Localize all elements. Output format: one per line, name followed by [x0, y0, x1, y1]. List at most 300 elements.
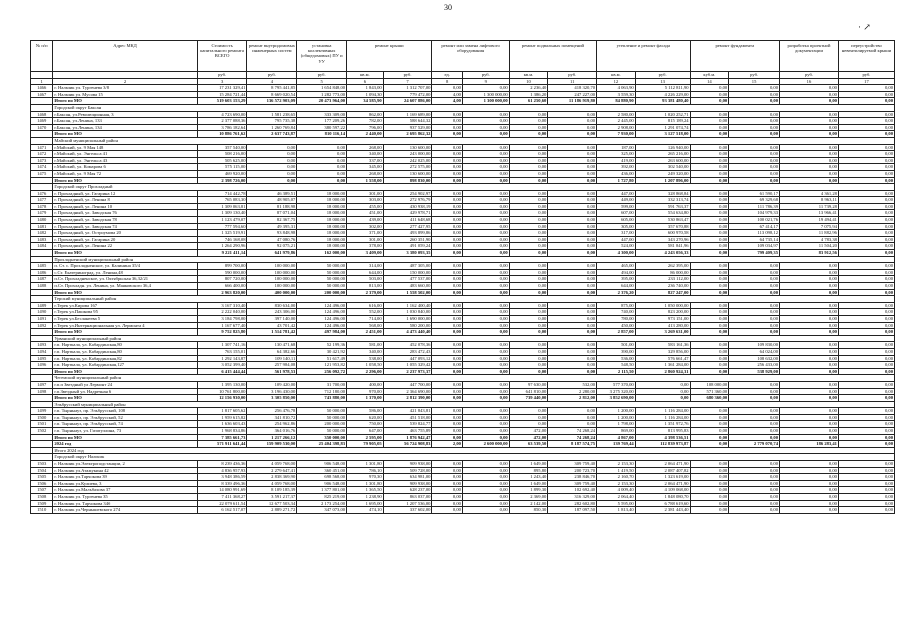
value-cell: 0,00	[432, 203, 462, 210]
value-cell: 0,00	[462, 276, 509, 283]
value-cell: 25 404 398,83	[297, 441, 347, 448]
value-cell: 0,00	[462, 111, 509, 118]
group-name-cell: Городской округ Прохладный	[53, 184, 895, 191]
value-cell: 343 270,96	[635, 236, 690, 243]
address-cell: г. Нальчик ул.Мальбахова 37	[53, 487, 197, 494]
value-cell: 31 700,00	[297, 381, 347, 388]
group-row	[31, 375, 895, 382]
row-number-cell: 1504	[31, 467, 53, 474]
value-cell: 236 740,00	[635, 283, 690, 290]
value-cell: 899 700,00	[197, 263, 247, 270]
value-cell: 2 064 471,90	[635, 480, 690, 487]
value-cell: 247 227,00	[548, 91, 597, 98]
value-cell: 0,00	[780, 408, 839, 415]
value-cell: 850,30	[509, 507, 548, 514]
value-cell: 1 386,20	[509, 91, 548, 98]
value-cell: 257 984,08	[247, 362, 297, 369]
table-row	[31, 217, 895, 224]
value-cell: 4 243 056,33	[635, 250, 690, 257]
value-cell: 2 087 407,82	[635, 467, 690, 474]
value-cell: 14 080 991,69	[197, 487, 247, 494]
value-cell: 0,00	[462, 348, 509, 355]
value-cell: 586,00	[347, 408, 384, 415]
header-cell: ремонт или замена лифтового оборудования	[432, 41, 509, 72]
value-cell: 0,00	[462, 151, 509, 158]
value-cell: 0,00	[548, 223, 597, 230]
group-number-cell	[31, 137, 53, 144]
row-number-cell: 1486	[31, 269, 53, 276]
value-cell: 0,00	[462, 309, 509, 316]
value-cell: 0,00	[838, 269, 894, 276]
value-cell: 0,00	[690, 507, 729, 514]
value-cell: 108 632,00	[729, 355, 780, 362]
value-cell: 0,00	[548, 368, 597, 375]
value-cell: 0,00	[432, 236, 462, 243]
value-cell: 2 695 862,32	[383, 131, 432, 138]
value-cell: 0,00	[780, 474, 839, 481]
table-row	[31, 315, 895, 322]
header-cell: ремонт крыши	[347, 41, 432, 72]
value-cell: 0,00	[838, 342, 894, 349]
address-cell: г.Майский, ул. Энгельса 43	[53, 157, 197, 164]
value-cell: 0,00	[462, 289, 509, 296]
value-cell: 0,00	[548, 302, 597, 309]
value-cell: 2 142,00	[509, 500, 548, 507]
value-cell: 305,00	[597, 223, 636, 230]
value-cell: 530 863,47	[635, 217, 690, 224]
value-cell: 124 496,00	[297, 302, 347, 309]
value-cell: 0,00	[432, 355, 462, 362]
value-cell: 0,00	[548, 362, 597, 369]
value-cell: 447,00	[597, 236, 636, 243]
table-row	[31, 355, 895, 362]
value-cell: 0,00	[432, 322, 462, 329]
address-cell: г.п. Нарткала, ул. Кабардинская,80	[53, 348, 197, 355]
value-cell: 538 929,00	[729, 368, 780, 375]
value-cell: 0,00	[432, 230, 462, 237]
value-cell: 0,00	[635, 381, 690, 388]
value-cell: 436,00	[597, 170, 636, 177]
value-cell: 2 812 390,00	[383, 395, 432, 402]
value-cell: 0,00	[462, 230, 509, 237]
table-row	[31, 309, 895, 316]
value-cell: 1 813,40	[597, 507, 636, 514]
value-cell: 3 948 386,59	[197, 474, 247, 481]
value-cell: 0,00	[462, 157, 509, 164]
value-cell: 18 000,00	[297, 230, 347, 237]
unit-cell: кв.м.	[509, 72, 548, 79]
value-cell: 1 690 000,00	[383, 315, 432, 322]
value-cell: 2 296,00	[347, 368, 384, 375]
value-cell: 111 786,39	[729, 203, 780, 210]
value-cell: 0,00	[838, 362, 894, 369]
value-cell: 8 109 185,39	[247, 487, 297, 494]
value-cell: 895,80	[509, 467, 548, 474]
value-cell: 0,00	[432, 177, 462, 184]
value-cell: 86 000,00	[635, 269, 690, 276]
value-cell: 0,00	[838, 283, 894, 290]
value-cell: 0,00	[838, 197, 894, 204]
value-cell: 0,00	[462, 203, 509, 210]
value-cell: 509 728,00	[383, 467, 432, 474]
value-cell: 714 442,78	[197, 190, 247, 197]
unit-cell	[31, 72, 53, 79]
value-cell: 0,00	[838, 329, 894, 336]
value-cell: 0,00	[548, 414, 597, 421]
value-cell: 272 976,79	[383, 197, 432, 204]
value-cell: 763 155,01	[197, 348, 247, 355]
value-cell: 0,00	[509, 302, 548, 309]
value-cell: 263 600,00	[635, 157, 690, 164]
value-cell: 256 433,00	[729, 362, 780, 369]
value-cell: 1 649,00	[509, 461, 548, 468]
value-cell: 0,00	[729, 500, 780, 507]
table-row	[31, 170, 895, 177]
value-cell: 0,00	[432, 85, 462, 92]
value-cell: 0,00	[509, 111, 548, 118]
value-cell: 554 634,80	[635, 210, 690, 217]
value-cell: 795 735,38	[247, 118, 297, 125]
value-cell: 7 075,94	[780, 223, 839, 230]
table-row	[31, 388, 895, 395]
value-cell: 1 558 502,00	[383, 289, 432, 296]
value-cell: 0,00	[297, 170, 347, 177]
table-row	[31, 421, 895, 428]
value-cell: 0,00	[462, 480, 509, 487]
value-cell: 0,00	[462, 131, 509, 138]
value-cell: 0,00	[690, 428, 729, 435]
value-cell: 2 379,00	[347, 289, 384, 296]
index-cell: 5	[297, 78, 347, 85]
value-cell: 0,00	[509, 223, 548, 230]
value-cell: 0,00	[462, 210, 509, 217]
value-cell: 1 654 848,00	[297, 85, 347, 92]
value-cell: 620,00	[347, 414, 384, 421]
value-cell: 8 669 020,54	[247, 91, 297, 98]
value-cell: 644,00	[347, 269, 384, 276]
value-cell: 0,00	[690, 210, 729, 217]
value-cell: 439,00	[347, 217, 384, 224]
value-cell: 84 880,90	[597, 98, 636, 105]
value-cell: 0,00	[462, 85, 509, 92]
header-cell: переустройство невентилируемой крыши	[838, 41, 894, 72]
value-cell: 0,00	[432, 118, 462, 125]
address-cell: г. Прохладный, ул. Заводская 76	[53, 210, 197, 217]
value-cell: 0,00	[780, 461, 839, 468]
index-cell: 10	[509, 78, 548, 85]
value-cell: 2 860 924,31	[635, 368, 690, 375]
value-cell: 0,00	[729, 263, 780, 270]
value-cell: 10 761 800,00	[197, 388, 247, 395]
value-cell: 452 078,36	[383, 342, 432, 349]
value-cell: 0,00	[548, 144, 597, 151]
table-row	[31, 487, 895, 494]
unit-cell: руб.	[462, 72, 509, 79]
value-cell: 0,00	[462, 250, 509, 257]
value-cell: 2 237 973,37	[383, 368, 432, 375]
value-cell: 3 591 217,37	[247, 494, 297, 501]
value-cell: 121 953,82	[297, 362, 347, 369]
value-cell: 4 867,00	[597, 434, 636, 441]
value-cell: 49 395,31	[247, 223, 297, 230]
value-cell: 0,00	[838, 368, 894, 375]
value-cell: 0,00	[509, 368, 548, 375]
address-cell: Итого по МО	[53, 98, 197, 105]
row-number-cell: 1475	[31, 170, 53, 177]
value-cell: 680 360,00	[690, 395, 729, 402]
value-cell: 0,00	[838, 428, 894, 435]
value-cell: 714,00	[347, 315, 384, 322]
value-cell: 0,00	[432, 368, 462, 375]
value-cell: 0,00	[690, 177, 729, 184]
unit-cell: руб.	[548, 72, 597, 79]
value-cell: 126 940,00	[635, 144, 690, 151]
value-cell: 0,00	[509, 230, 548, 237]
value-cell: 0,00	[729, 467, 780, 474]
value-cell: 50 000,00	[297, 283, 347, 290]
value-cell: 0,00	[432, 474, 462, 481]
value-cell: 0,00	[247, 170, 297, 177]
value-cell: 0,00	[690, 342, 729, 349]
value-cell: 130 471,68	[247, 342, 297, 349]
value-cell: 799 409,35	[729, 250, 780, 257]
unit-cell: руб.	[780, 72, 839, 79]
value-cell: 0,00	[509, 210, 548, 217]
value-cell: 50 000,00	[297, 276, 347, 283]
group-number-cell	[31, 296, 53, 303]
value-cell: 2 600 000,00	[462, 441, 509, 448]
value-cell: 0,00	[729, 480, 780, 487]
value-cell: 0,00	[548, 421, 597, 428]
value-cell: 4 783,38	[780, 236, 839, 243]
value-cell: 0,00	[548, 329, 597, 336]
value-cell: 712 180,00	[297, 388, 347, 395]
value-cell: 581 841,96	[635, 243, 690, 250]
address-cell: г. Прохладный, ул. Остроумова 20	[53, 230, 197, 237]
address-cell: г. Прохладный, ул. Заводская 78	[53, 217, 197, 224]
value-cell: 0,00	[838, 151, 894, 158]
value-cell: 50 000,00	[297, 263, 347, 270]
value-cell: 1 307 741,16	[197, 342, 247, 349]
value-cell: 2 279 647,41	[247, 467, 297, 474]
value-cell: 0,00	[548, 342, 597, 349]
value-cell: 455,00	[347, 203, 384, 210]
value-cell: 3 127 518,00	[635, 131, 690, 138]
value-cell: 332 313,74	[635, 197, 690, 204]
value-cell: 43 701,42	[247, 322, 297, 329]
value-cell: 0,00	[509, 322, 548, 329]
unit-cell: руб.	[247, 72, 297, 79]
value-cell: 0,00	[432, 250, 462, 257]
value-cell: 524,00	[597, 243, 636, 250]
value-cell: 82 367,75	[247, 217, 297, 224]
index-cell: 9	[462, 78, 509, 85]
total-row	[31, 131, 895, 138]
value-cell: 83 912,56	[780, 250, 839, 257]
value-cell: 0,00	[729, 124, 780, 131]
total-row	[31, 289, 895, 296]
row-number-cell: 1483	[31, 236, 53, 243]
value-cell: 493 899,86	[383, 230, 432, 237]
value-cell: 786,10	[347, 467, 384, 474]
group-row	[31, 296, 895, 303]
value-cell: 1 094,30	[347, 91, 384, 98]
table-row	[31, 322, 895, 329]
value-cell: 937 529,00	[383, 124, 432, 131]
value-cell: 0,00	[462, 315, 509, 322]
value-cell: 0,00	[548, 124, 597, 131]
header-row	[31, 41, 895, 72]
value-cell: 19 494,41	[780, 217, 839, 224]
value-cell: 1 377 801,00	[297, 487, 347, 494]
value-cell: 0,00	[838, 243, 894, 250]
value-cell: 0,00	[690, 236, 729, 243]
address-cell: г. Прохладный, ул. Ленина 8	[53, 197, 197, 204]
value-cell: 580 200,00	[383, 322, 432, 329]
value-cell: 1 959 615,82	[197, 414, 247, 421]
value-cell: 108 000,00	[690, 381, 729, 388]
value-cell: 0,00	[690, 124, 729, 131]
value-cell: 268,00	[347, 144, 384, 151]
value-cell: 254 962,86	[247, 421, 297, 428]
value-cell: 0,00	[509, 362, 548, 369]
value-cell: 1 030 840,00	[383, 309, 432, 316]
table-row	[31, 500, 895, 507]
value-cell: 472,00	[509, 428, 548, 435]
value-cell: 0,00	[729, 283, 780, 290]
row-number-cell: 1468	[31, 111, 53, 118]
value-cell: 0,00	[690, 144, 729, 151]
value-cell: 505 625,00	[197, 157, 247, 164]
value-cell: 256 092,72	[297, 368, 347, 375]
address-cell: Итого по МО	[53, 177, 197, 184]
row-number-cell: 1480	[31, 217, 53, 224]
value-cell: 0,00	[462, 223, 509, 230]
value-cell: 641 810,00	[509, 388, 548, 395]
address-cell: Итого по МО	[53, 131, 197, 138]
value-cell: 0,00	[509, 348, 548, 355]
value-cell: 906 548,00	[297, 480, 347, 487]
value-cell: 15 284 721,44	[197, 91, 247, 98]
value-cell: 9 221 411,14	[197, 250, 247, 257]
value-cell: 0,00	[780, 388, 839, 395]
value-cell: 0,00	[838, 395, 894, 402]
value-cell: 47 080,76	[247, 236, 297, 243]
value-cell: 0,00	[462, 414, 509, 421]
value-cell: 2 595,00	[347, 434, 384, 441]
value-cell: 316 329,00	[548, 494, 597, 501]
table-row	[31, 381, 895, 388]
table-row	[31, 164, 895, 171]
value-cell: 0,00	[838, 230, 894, 237]
value-cell: 0,00	[838, 131, 894, 138]
value-cell: 1 968 834,86	[197, 428, 247, 435]
value-cell: 532,00	[548, 381, 597, 388]
value-cell: 577 370,00	[597, 381, 636, 388]
address-cell: г. Нальчик ул.Электроподстанции, 2	[53, 461, 197, 468]
address-cell: Итого по МО	[53, 368, 197, 375]
value-cell: 364 016,76	[247, 428, 297, 435]
value-cell: 0,00	[780, 309, 839, 316]
value-cell: 238 846,70	[548, 474, 597, 481]
table-row	[31, 124, 895, 131]
value-cell: 139 769,44	[597, 441, 636, 448]
value-cell: 0,00	[462, 388, 509, 395]
value-cell: 429 978,71	[383, 210, 432, 217]
value-cell: 0,00	[548, 289, 597, 296]
group-name-cell: Прохладненский муниципальный район	[53, 256, 895, 263]
value-cell: 18 000,00	[297, 236, 347, 243]
value-cell: 0,00	[838, 322, 894, 329]
value-cell: 0,00	[838, 203, 894, 210]
table-row	[31, 243, 895, 250]
value-cell: 0,00	[690, 461, 729, 468]
value-cell: 0,00	[432, 342, 462, 349]
value-cell: 0,00	[690, 98, 729, 105]
value-cell: 2 376,20	[597, 289, 636, 296]
value-cell: 341 810,72	[247, 414, 297, 421]
table-row	[31, 118, 895, 125]
value-cell: 3 380 093,35	[383, 250, 432, 257]
value-cell: 74 268,24	[548, 428, 597, 435]
value-cell: 421 843,81	[383, 408, 432, 415]
value-cell: 815 189,24	[635, 118, 690, 125]
value-cell: 265 216,00	[635, 151, 690, 158]
value-cell: 124 496,00	[297, 322, 347, 329]
value-cell: 0,00	[838, 494, 894, 501]
value-cell: 109 420,00	[247, 381, 297, 388]
unit-cell: руб.	[838, 72, 894, 79]
address-cell: Итого по МО	[53, 434, 197, 441]
value-cell: 519 603 153,29	[197, 98, 247, 105]
value-cell: 93 848,98	[247, 230, 297, 237]
value-cell: 3 275 320,00	[597, 388, 636, 395]
row-number-cell	[31, 441, 53, 448]
value-cell: 1 817 605,62	[197, 408, 247, 415]
value-cell: 0,00	[838, 263, 894, 270]
value-cell: 1 291 074,74	[635, 124, 690, 131]
address-cell: г. Нальчик ул.Чернышевского 274	[53, 507, 197, 514]
value-cell: 0,00	[509, 408, 548, 415]
value-cell: 64 382,66	[247, 348, 297, 355]
value-cell: 177 209,26	[297, 118, 347, 125]
value-cell: 92 075,21	[247, 243, 297, 250]
value-cell: 600 970,58	[635, 230, 690, 237]
group-row	[31, 256, 895, 263]
row-number-cell: 1484	[31, 243, 53, 250]
table-row	[31, 230, 895, 237]
index-cell: 1	[31, 78, 53, 85]
value-cell: 200 723,70	[548, 467, 597, 474]
value-cell: 782,00	[347, 118, 384, 125]
header-cell: ремонт подвальных помещений	[509, 41, 596, 72]
value-cell: 11 882,96	[780, 230, 839, 237]
value-cell: 34 585,90	[347, 98, 384, 105]
value-cell: 0,00	[690, 302, 729, 309]
value-cell: 503,00	[347, 276, 384, 283]
value-cell: 0,00	[690, 283, 729, 290]
address-cell: п. Ст. с. Прохладненское, ул. Калинина 35/4	[53, 263, 197, 270]
value-cell: 0,00	[432, 329, 462, 336]
value-cell: 463 755,89	[383, 428, 432, 435]
value-cell: 0,00	[729, 428, 780, 435]
value-cell: 6 788 619,60	[635, 500, 690, 507]
group-name-cell: Городской округ Нальчик	[53, 454, 895, 461]
value-cell: 397 140,00	[247, 315, 297, 322]
value-cell: 0,00	[690, 85, 729, 92]
value-cell: 104 979,33	[729, 210, 780, 217]
value-cell: 0,00	[462, 177, 509, 184]
